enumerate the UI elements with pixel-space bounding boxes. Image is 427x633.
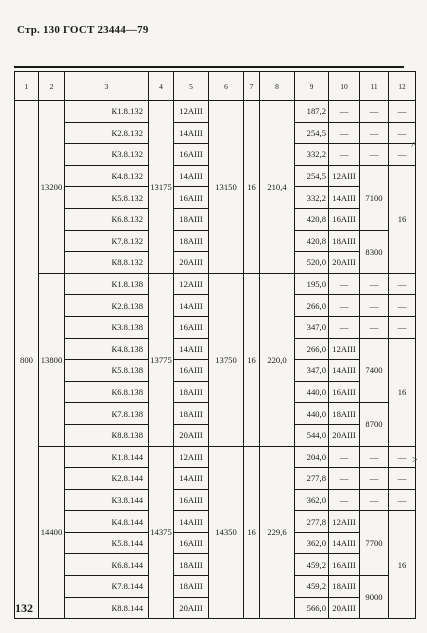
value-col12: —	[389, 122, 416, 144]
element-mark: К1.8.132	[65, 101, 149, 123]
value-col12: —	[389, 144, 416, 166]
value-col9: 459,2	[295, 554, 329, 576]
value-col10: 18АIII	[329, 230, 360, 252]
value-col9: 266,0	[295, 338, 329, 360]
rebar-class: 20АIII	[174, 424, 209, 446]
element-mark: К6.8.132	[65, 208, 149, 230]
element-mark: К4.8.132	[65, 165, 149, 187]
value-col10: 12АIII	[329, 165, 360, 187]
value-col9: 362,0	[295, 489, 329, 511]
value-col9: 440,0	[295, 403, 329, 425]
rebar-class: 16АIII	[174, 532, 209, 554]
rebar-class: 14АIII	[174, 122, 209, 144]
rebar-class: 18АIII	[174, 381, 209, 403]
value-col12-span: 16	[389, 511, 416, 619]
value-col11-upper: 7700	[360, 511, 389, 576]
column-header-10: 10	[329, 72, 360, 101]
table-row	[15, 446, 416, 468]
element-mark: К3.8.144	[65, 489, 149, 511]
element-mark: К2.8.144	[65, 468, 149, 490]
value-col11-upper: 7100	[360, 165, 389, 230]
group-width: 13800	[39, 273, 65, 446]
group-count: 16	[244, 446, 260, 619]
element-mark: К6.8.138	[65, 381, 149, 403]
group-length: 13175	[149, 101, 174, 274]
value-col10: 14АIII	[329, 187, 360, 209]
column-header-3: 3	[65, 72, 149, 101]
value-col9: 566,0	[295, 597, 329, 619]
value-col11: —	[360, 273, 389, 295]
rebar-class: 18АIII	[174, 403, 209, 425]
column-header-9: 9	[295, 72, 329, 101]
value-col9: 440,0	[295, 381, 329, 403]
column-header-4: 4	[149, 72, 174, 101]
rebar-class: 18АIII	[174, 230, 209, 252]
value-col11: —	[360, 468, 389, 490]
group-count: 16	[244, 101, 260, 274]
value-col9: 195,0	[295, 273, 329, 295]
value-col12: —	[389, 489, 416, 511]
value-col10: —	[329, 468, 360, 490]
value-col11: —	[360, 144, 389, 166]
value-col10: 14АIII	[329, 532, 360, 554]
table-row	[15, 101, 416, 123]
value-col10: 16АIII	[329, 208, 360, 230]
reinforcement-table	[14, 71, 416, 619]
value-col12-span: 16	[389, 165, 416, 273]
rebar-class: 12АIII	[174, 101, 209, 123]
group-mass: 210,4	[260, 101, 295, 274]
element-mark: К2.8.138	[65, 295, 149, 317]
value-col9: 347,0	[295, 360, 329, 382]
value-col10: —	[329, 316, 360, 338]
table-row	[15, 273, 416, 295]
value-col9: 266,0	[295, 295, 329, 317]
value-col9: 347,0	[295, 316, 329, 338]
element-mark: К2.8.132	[65, 122, 149, 144]
value-col9: 254,5	[295, 165, 329, 187]
value-col11-upper: 7400	[360, 338, 389, 403]
value-col10: 14АIII	[329, 360, 360, 382]
value-col10: —	[329, 144, 360, 166]
value-col12: —	[389, 101, 416, 123]
group-mass: 229,6	[260, 446, 295, 619]
rebar-class: 18АIII	[174, 576, 209, 598]
margin-mark: ˄	[411, 140, 417, 151]
value-col9: 277,8	[295, 468, 329, 490]
rebar-class: 14АIII	[174, 468, 209, 490]
value-col10: 16АIII	[329, 381, 360, 403]
element-mark: К7.8.132	[65, 230, 149, 252]
column-header-6: 6	[209, 72, 244, 101]
rebar-class: 14АIII	[174, 165, 209, 187]
column-header-5: 5	[174, 72, 209, 101]
column-header-11: 11	[360, 72, 389, 101]
value-col11: —	[360, 489, 389, 511]
rebar-class: 14АIII	[174, 338, 209, 360]
element-mark: К5.8.132	[65, 187, 149, 209]
value-col10: 12АIII	[329, 338, 360, 360]
value-col10: —	[329, 295, 360, 317]
element-mark: К5.8.144	[65, 532, 149, 554]
value-col12: —	[389, 446, 416, 468]
value-col12: —	[389, 468, 416, 490]
value-col10: 18АIII	[329, 403, 360, 425]
value-col10: 20АIII	[329, 597, 360, 619]
value-col9: 277,8	[295, 511, 329, 533]
rebar-class: 16АIII	[174, 489, 209, 511]
rebar-class: 14АIII	[174, 511, 209, 533]
rebar-class: 16АIII	[174, 144, 209, 166]
value-col11-lower: 8300	[360, 230, 389, 273]
value-col10: 16АIII	[329, 554, 360, 576]
value-col9: 332,2	[295, 144, 329, 166]
value-col10: 20АIII	[329, 424, 360, 446]
group-span: 13150	[209, 101, 244, 274]
column-header-12: 12	[389, 72, 416, 101]
rebar-class: 16АIII	[174, 360, 209, 382]
element-mark: К5.8.138	[65, 360, 149, 382]
rebar-class: 16АIII	[174, 187, 209, 209]
group-length: 13775	[149, 273, 174, 446]
value-col9: 544,0	[295, 424, 329, 446]
element-mark: К6.8.144	[65, 554, 149, 576]
value-col9: 204,0	[295, 446, 329, 468]
group-length: 14375	[149, 446, 174, 619]
element-mark: К8.8.138	[65, 424, 149, 446]
value-col11: —	[360, 446, 389, 468]
value-col10: —	[329, 101, 360, 123]
value-col9: 254,5	[295, 122, 329, 144]
element-mark: К4.8.138	[65, 338, 149, 360]
value-col10: —	[329, 446, 360, 468]
page-number: 132	[15, 601, 33, 615]
group-width: 13200	[39, 101, 65, 274]
element-mark: К3.8.132	[65, 144, 149, 166]
value-col11-lower: 8700	[360, 403, 389, 446]
rebar-class: 14АIII	[174, 295, 209, 317]
value-col9: 520,0	[295, 252, 329, 274]
value-col10: —	[329, 273, 360, 295]
rebar-class: 12АIII	[174, 446, 209, 468]
column-header-7: 7	[244, 72, 260, 101]
group-width: 14400	[39, 446, 65, 619]
element-mark: К3.8.138	[65, 316, 149, 338]
rebar-class: 12АIII	[174, 273, 209, 295]
element-mark: К4.8.144	[65, 511, 149, 533]
value-col9: 459,2	[295, 576, 329, 598]
column-header-1: 1	[15, 72, 39, 101]
column-header-8: 8	[260, 72, 295, 101]
rebar-class: 20АIII	[174, 597, 209, 619]
page-header: Стр. 130 ГОСТ 23444—79	[17, 24, 149, 36]
element-mark: К8.8.144	[65, 597, 149, 619]
value-col9: 187,2	[295, 101, 329, 123]
value-col10: 12АIII	[329, 511, 360, 533]
value-col12: —	[389, 273, 416, 295]
value-col11: —	[360, 101, 389, 123]
group-mass: 220,0	[260, 273, 295, 446]
group-span: 14350	[209, 446, 244, 619]
column-header-2: 2	[39, 72, 65, 101]
element-mark: К7.8.144	[65, 576, 149, 598]
element-mark: К1.8.144	[65, 446, 149, 468]
group-count: 16	[244, 273, 260, 446]
header-row	[15, 72, 416, 101]
value-col10: —	[329, 122, 360, 144]
rebar-class: 18АIII	[174, 208, 209, 230]
span-value-col1: 800	[15, 101, 39, 619]
group-span: 13750	[209, 273, 244, 446]
element-mark: К1.8.138	[65, 273, 149, 295]
header-rule	[14, 66, 404, 68]
value-col11: —	[360, 295, 389, 317]
value-col10: 18АIII	[329, 576, 360, 598]
value-col12: —	[389, 316, 416, 338]
value-col11: —	[360, 316, 389, 338]
value-col9: 332,2	[295, 187, 329, 209]
value-col9: 362,0	[295, 532, 329, 554]
value-col9: 420,8	[295, 230, 329, 252]
element-mark: К8.8.132	[65, 252, 149, 274]
value-col11-lower: 9000	[360, 576, 389, 619]
rebar-class: 20АIII	[174, 252, 209, 274]
margin-mark: ˃	[412, 455, 418, 466]
element-mark: К7.8.138	[65, 403, 149, 425]
value-col10: —	[329, 489, 360, 511]
rebar-class: 16АIII	[174, 316, 209, 338]
value-col12-span: 16	[389, 338, 416, 446]
value-col12: —	[389, 295, 416, 317]
value-col11: —	[360, 122, 389, 144]
value-col10: 20АIII	[329, 252, 360, 274]
rebar-class: 18АIII	[174, 554, 209, 576]
value-col9: 420,8	[295, 208, 329, 230]
